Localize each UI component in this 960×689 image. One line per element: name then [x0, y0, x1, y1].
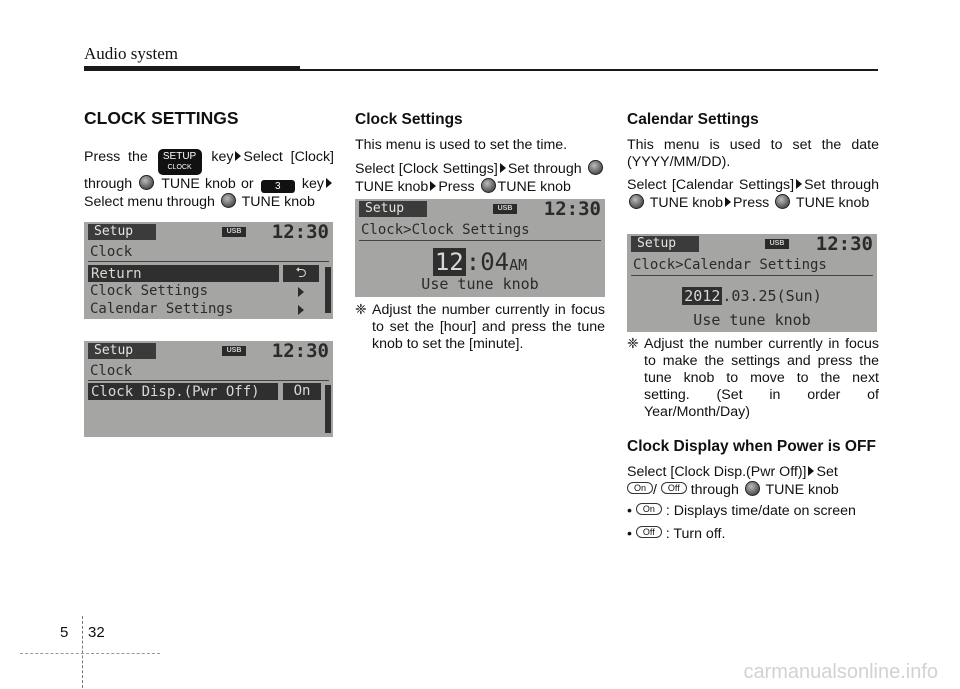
divider [359, 240, 601, 241]
on-button-icon: On [636, 503, 662, 515]
clock-time: 12:30 [815, 234, 873, 255]
intro-text: This menu is used to set the time. [355, 137, 568, 153]
tune-knob-icon [588, 160, 603, 175]
chevron-right-icon [298, 287, 304, 297]
instructions: Select [Calendar Settings] Set through TUNE knob Press TUNE knob [627, 177, 879, 211]
text-select-clock: Select [Clock] [243, 149, 334, 165]
header-rule-thick [84, 66, 300, 71]
menu-item-clock-settings[interactable]: Clock Settings [90, 283, 209, 299]
arrow-right-icon [725, 197, 731, 207]
setup-tab: Setup [631, 236, 699, 252]
year-field[interactable]: 2012 [684, 287, 721, 305]
note-text: Adjust the number currently in focus to make the settings and press the tune knob to move to the next setting. (Set in order of Year/Month/Day) [644, 336, 879, 420]
screen-calendar-settings [627, 234, 877, 332]
setup-tab: Setup [359, 201, 427, 217]
arrow-right-icon [796, 179, 802, 189]
clock-time: 12:30 [271, 222, 329, 243]
column-clock-settings-detail [355, 110, 605, 202]
tune-knob-icon [775, 194, 790, 209]
on-value-button[interactable]: On [283, 383, 321, 400]
breadcrumb: Clock>Clock Settings [361, 222, 530, 238]
divider [88, 380, 329, 381]
text-through: through [84, 176, 133, 192]
clock-note [355, 302, 605, 353]
tune-knob-icon [221, 193, 236, 208]
column-clock-settings [84, 110, 334, 217]
menu-item-return[interactable]: Return [88, 265, 279, 282]
date-rest[interactable]: .03.25(Sun) [722, 287, 822, 305]
text-tune-knob: TUNE knob [241, 194, 315, 210]
key-3-icon: 3 [261, 180, 295, 193]
chapter-number: 5 [60, 624, 69, 641]
instructions [84, 149, 334, 211]
usb-badge: USB [493, 204, 517, 214]
clock-time: 12:30 [271, 341, 329, 362]
arrow-right-icon [326, 178, 332, 188]
minute-field[interactable]: 04 [480, 248, 510, 276]
date-editor [627, 287, 877, 305]
note-text: Adjust the number currently in focus to set the [hour] and press the tune knob to set the [minute]. [372, 302, 605, 352]
screen-status-bar [84, 222, 333, 242]
setup-clock-key-icon: SETUP CLOCK [158, 149, 202, 175]
off-button-icon: Off [661, 482, 687, 494]
bullet-on: • On : Displays time/date on screen [627, 503, 856, 519]
usb-badge: USB [765, 239, 789, 249]
breadcrumb: Clock>Calendar Settings [633, 257, 827, 273]
arrow-right-icon [808, 466, 814, 476]
scrollbar[interactable] [325, 267, 331, 313]
intro-text: This menu is used to set the date (YYYY/MM/DD). [627, 137, 879, 170]
section-title-power-off: Clock Display when Power is OFF [627, 438, 876, 455]
section-title: CLOCK SETTINGS [84, 108, 239, 128]
text-select-menu: Select menu through [84, 194, 215, 210]
arrow-right-icon [430, 181, 436, 191]
tune-knob-icon [139, 175, 154, 190]
header-title: Audio system [84, 44, 178, 63]
tune-knob-icon [629, 194, 644, 209]
hint-text: Use tune knob [693, 311, 811, 329]
time-editor: 12:04AM [434, 248, 528, 276]
text-press: Press the [84, 149, 148, 165]
text-key: key [211, 149, 234, 165]
menu-item-calendar-settings[interactable]: Calendar Settings [90, 301, 234, 317]
calendar-lower [627, 336, 879, 549]
off-button-icon: Off [636, 526, 662, 538]
footer-guide-line [20, 653, 160, 654]
clock-time: 12:30 [543, 199, 601, 220]
divider [88, 261, 329, 262]
screen-status-bar [355, 199, 605, 219]
header-rule-thin [300, 69, 878, 71]
instructions: Select [Clock Settings] Set through TUNE knob Press TUNE knob [355, 160, 605, 196]
ampm-field[interactable]: AM [509, 256, 528, 274]
divider [631, 275, 873, 276]
usb-badge: USB [222, 346, 246, 356]
screen-title: Clock [90, 363, 133, 379]
column-calendar-settings [627, 110, 879, 218]
hour-field[interactable]: 12 [434, 248, 464, 276]
note-mark: ❈ [355, 302, 367, 318]
arrow-right-icon [235, 151, 241, 161]
page-number: 32 [88, 624, 105, 641]
text-tune-or: TUNE knob or [161, 176, 254, 192]
return-arrow-icon[interactable]: ⮌ [283, 265, 319, 282]
screen-clock-display [84, 341, 333, 437]
tune-knob-icon [481, 178, 496, 193]
footer-divider [82, 616, 84, 688]
watermark: carmanualsonline.info [743, 661, 938, 683]
instructions-power-off: Select [Clock Disp.(Pwr Off)] Set On / Off through TUNE knob [627, 464, 839, 498]
usb-badge: USB [222, 227, 246, 237]
tune-knob-icon [745, 481, 760, 496]
setup-tab: Setup [88, 224, 156, 240]
section-title: Clock Settings [355, 111, 463, 128]
screen-title: Clock [90, 244, 133, 260]
menu-item-clock-disp[interactable]: Clock Disp.(Pwr Off) [88, 383, 278, 400]
screen-status-bar [84, 341, 333, 361]
text-key2: key [301, 176, 324, 192]
section-title: Calendar Settings [627, 111, 759, 128]
chevron-right-icon [298, 305, 304, 315]
screen-clock-menu [84, 222, 333, 319]
screen-status-bar [627, 234, 877, 254]
bullet-off: • Off : Turn off. [627, 526, 726, 542]
on-button-icon: On [627, 482, 653, 494]
arrow-right-icon [500, 163, 506, 173]
note-mark: ❈ [627, 336, 639, 352]
hint-text: Use tune knob [421, 275, 539, 293]
scrollbar[interactable] [325, 385, 331, 433]
screen-clock-settings [355, 199, 605, 297]
setup-tab: Setup [88, 343, 156, 359]
